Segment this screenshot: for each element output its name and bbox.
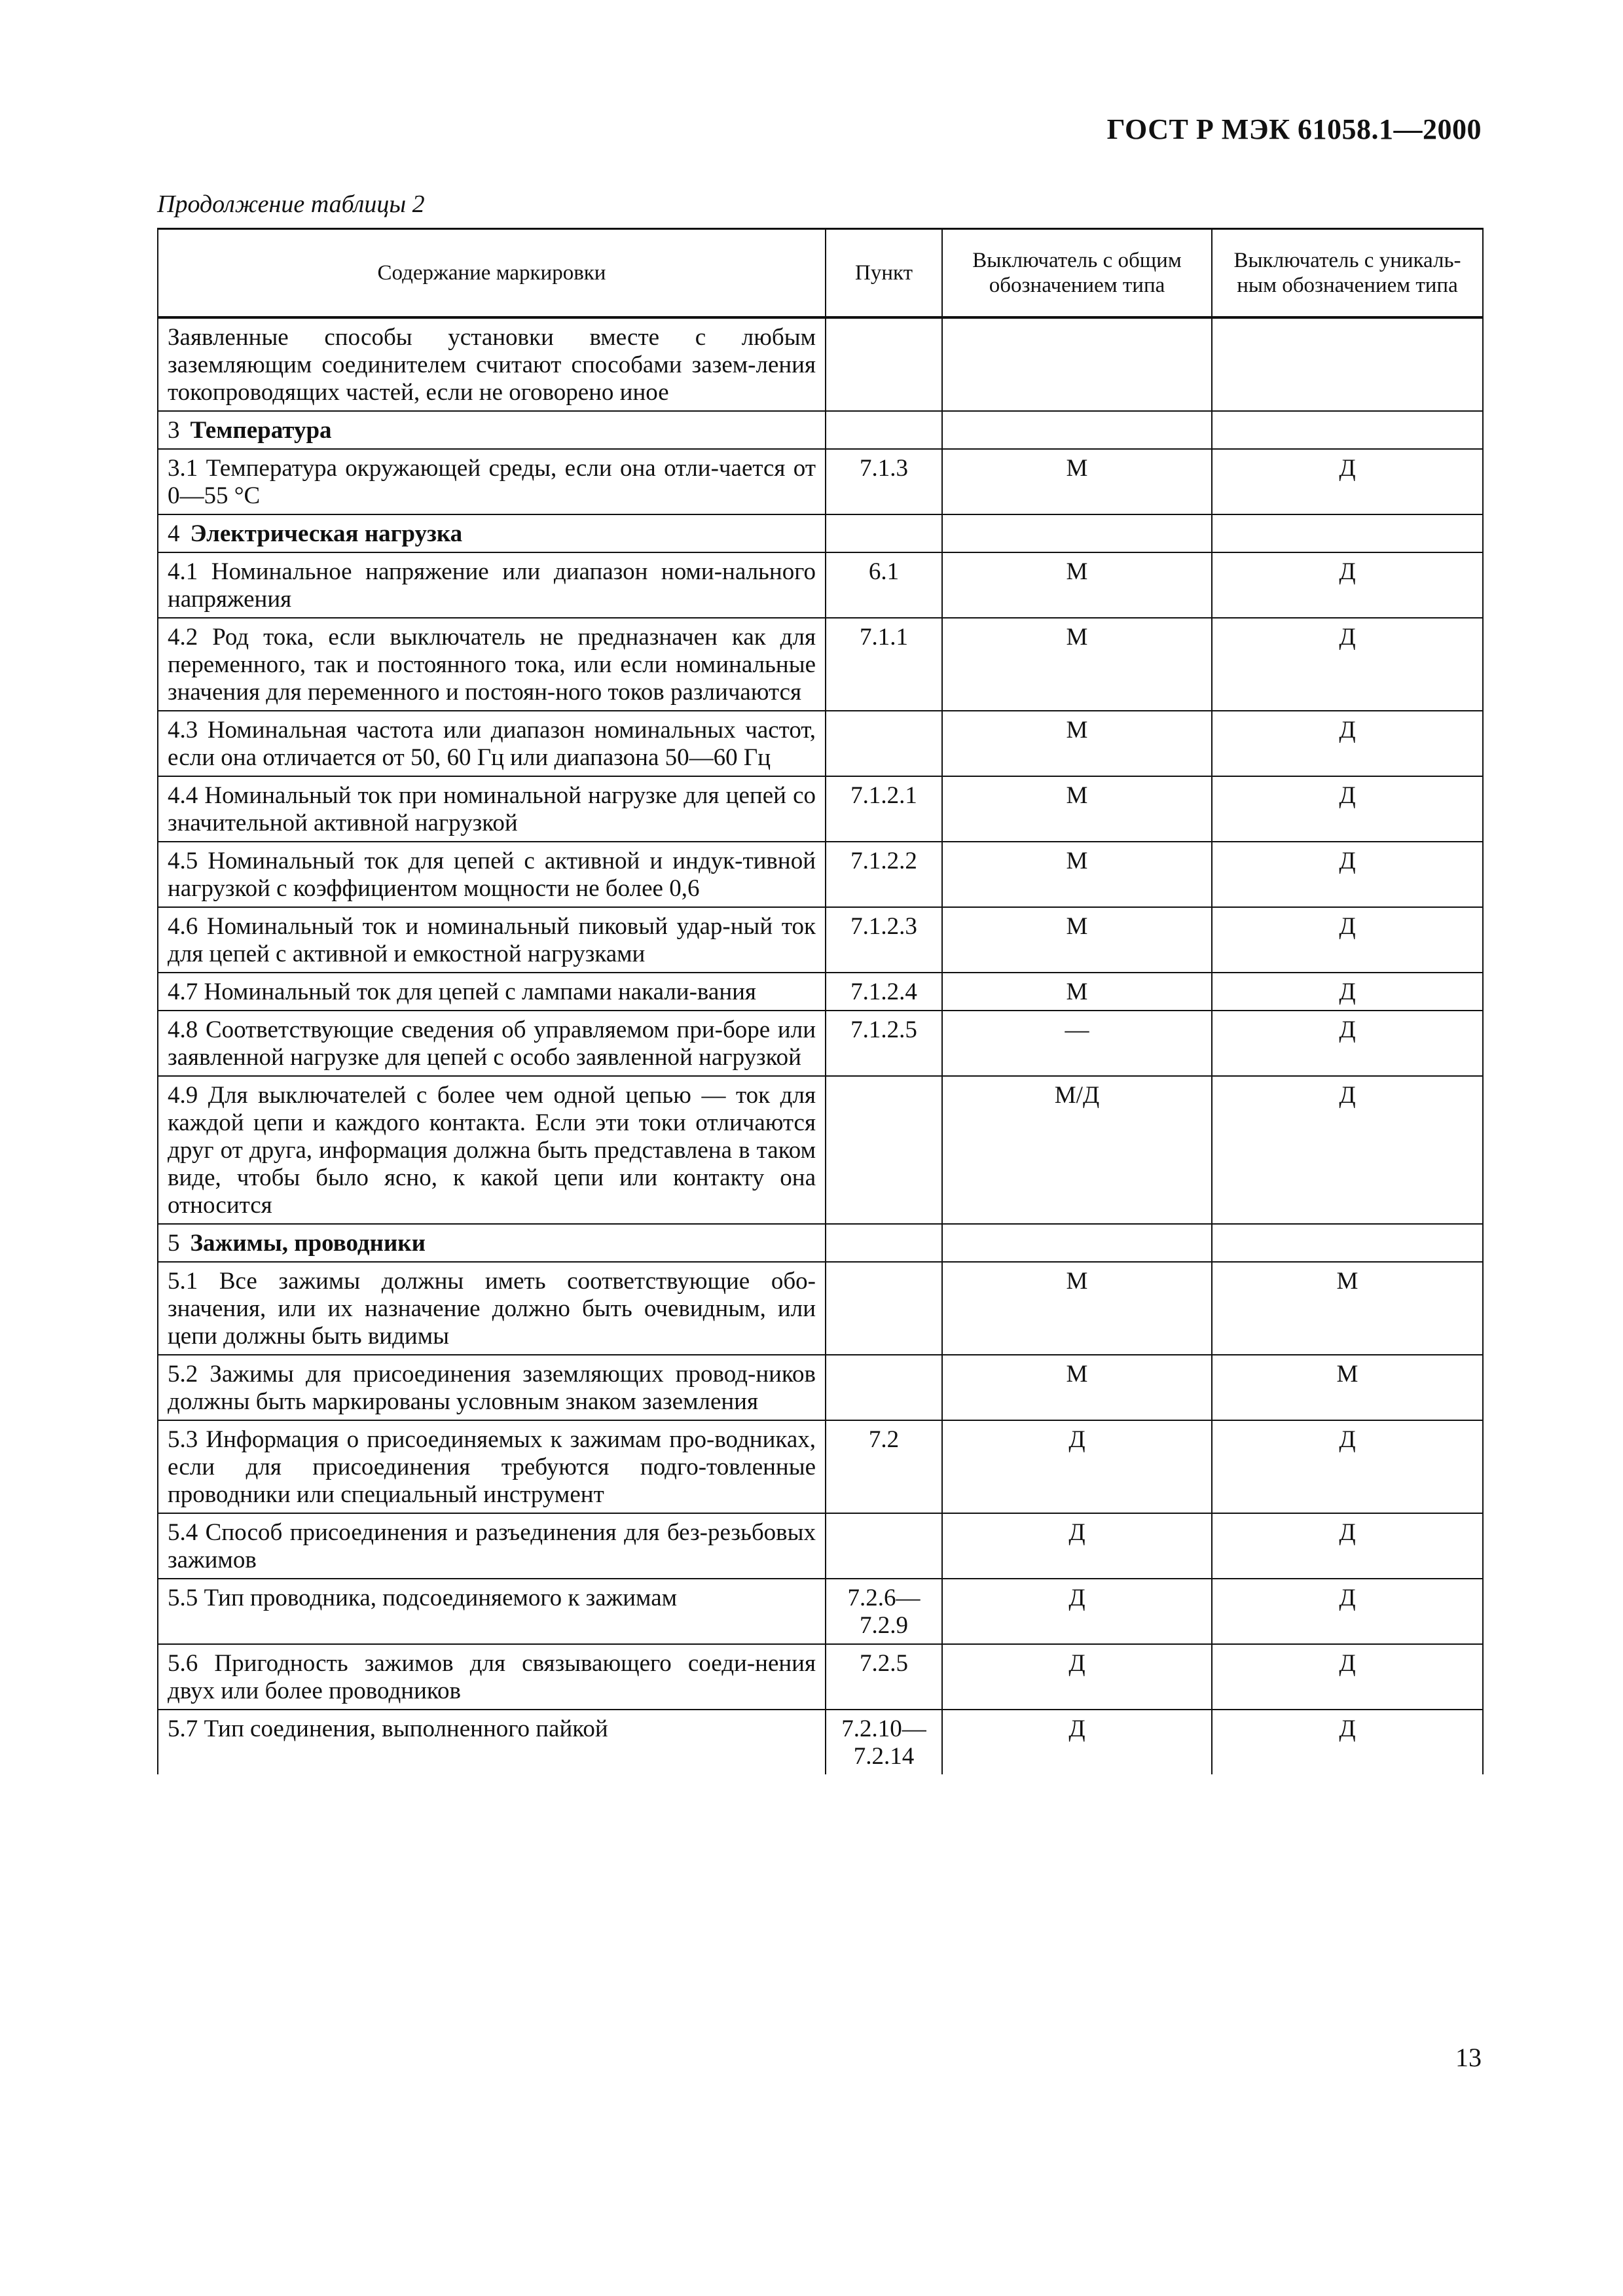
- marking-content-cell: 4.8 Соответствующие сведения об управляемом при-боре или заявленной нагрузке для цепей с особо заявленной нагрузкой: [158, 1011, 826, 1076]
- empty-cell: [942, 514, 1212, 552]
- table-caption: Продолжение таблицы 2: [157, 190, 425, 218]
- table-row: [158, 1710, 1483, 1774]
- section-heading: [158, 514, 826, 552]
- table-row: [158, 1076, 1483, 1224]
- marking-content-cell: 5.1 Все зажимы должны иметь соответствующие обо-значения, или их назначение должно быть очевидным, или цепи должны быть видимы: [158, 1262, 826, 1355]
- table-row: [158, 1644, 1483, 1710]
- section-row: [158, 1224, 1483, 1262]
- marking-content-cell: 4.6 Номинальный ток и номинальный пиковый удар-ный ток для цепей с активной и емкостной нагрузками: [158, 907, 826, 973]
- section-number: 5: [168, 1230, 180, 1257]
- marking-content-cell: 5.2 Зажимы для присоединения заземляющих провод-ников должны быть маркированы условным знаком заземления: [158, 1355, 826, 1420]
- clause-cell: 7.1.2.1: [826, 776, 942, 842]
- document-code: ГОСТ Р МЭК 61058.1—2000: [1106, 113, 1482, 145]
- marking-content-cell: 5.5 Тип проводника, подсоединяемого к зажимам: [158, 1579, 826, 1644]
- table-row: [158, 1011, 1483, 1076]
- clause-cell: 7.1.2.4: [826, 973, 942, 1011]
- common-type-cell: М: [942, 973, 1212, 1011]
- empty-cell: [1212, 1224, 1483, 1262]
- section-number: 3: [168, 417, 180, 444]
- unique-type-cell: Д: [1212, 449, 1483, 514]
- marking-content-cell: 4.4 Номинальный ток при номинальной нагрузке для цепей со значительной активной нагрузкой: [158, 776, 826, 842]
- clause-cell: 7.2.6— 7.2.9: [826, 1579, 942, 1644]
- clause-cell: [826, 1355, 942, 1420]
- unique-type-cell: М: [1212, 1355, 1483, 1420]
- marking-content-cell: 3.1 Температура окружающей среды, если она отли-чается от 0—55 °С: [158, 449, 826, 514]
- table-row: [158, 449, 1483, 514]
- table-row: [158, 1513, 1483, 1579]
- marking-table-container: [157, 228, 1482, 1774]
- table-row: [158, 618, 1483, 711]
- unique-type-cell: Д: [1212, 1644, 1483, 1710]
- table-row: [158, 973, 1483, 1011]
- marking-content-cell: 4.3 Номинальная частота или диапазон номинальных частот, если она отличается от 50, 60 Гц или диапазона 50—60 Гц: [158, 711, 826, 776]
- common-type-cell: М: [942, 1355, 1212, 1420]
- common-type-cell: М: [942, 552, 1212, 618]
- unique-type-cell: Д: [1212, 552, 1483, 618]
- section-title: Электрическая нагрузка: [190, 520, 463, 547]
- clause-cell: 7.1.2.2: [826, 842, 942, 907]
- table-row: [158, 1579, 1483, 1644]
- table-row: [158, 552, 1483, 618]
- clause-cell: 7.1.2.5: [826, 1011, 942, 1076]
- section-heading: [158, 1224, 826, 1262]
- unique-type-cell: Д: [1212, 907, 1483, 973]
- clause-cell: 7.2: [826, 1420, 942, 1513]
- empty-cell: [942, 411, 1212, 449]
- marking-content-cell: 5.6 Пригодность зажимов для связывающего соеди-нения двух или более проводников: [158, 1644, 826, 1710]
- marking-content-cell: 4.5 Номинальный ток для цепей с активной и индук-тивной нагрузкой с коэффициентом мощности не более 0,6: [158, 842, 826, 907]
- marking-content-cell: 5.7 Тип соединения, выполненного пайкой: [158, 1710, 826, 1774]
- common-type-cell: [942, 317, 1212, 411]
- unique-type-cell: Д: [1212, 842, 1483, 907]
- marking-content-cell: Заявленные способы установки вместе с любым заземляющим соединителем считают способами зазем-ления токопроводящих частей, если не оговорено иное: [158, 317, 826, 411]
- page-number: 13: [1455, 2043, 1482, 2072]
- empty-cell: [1212, 514, 1483, 552]
- clause-cell: [826, 1513, 942, 1579]
- section-title: Зажимы, проводники: [190, 1230, 426, 1257]
- empty-cell: [826, 411, 942, 449]
- unique-type-cell: Д: [1212, 1076, 1483, 1224]
- marking-content-cell: 4.7 Номинальный ток для цепей с лампами накали-вания: [158, 973, 826, 1011]
- common-type-cell: М: [942, 618, 1212, 711]
- section-heading: [158, 411, 826, 449]
- common-type-cell: Д: [942, 1420, 1212, 1513]
- clause-cell: 6.1: [826, 552, 942, 618]
- empty-cell: [826, 514, 942, 552]
- table-row: [158, 1420, 1483, 1513]
- common-type-cell: М: [942, 776, 1212, 842]
- unique-type-cell: Д: [1212, 1513, 1483, 1579]
- column-header-unique-type: Выключатель с уникаль-ным обозначением типа: [1212, 229, 1483, 318]
- marking-content-cell: 5.4 Способ присоединения и разъединения для без-резьбовых зажимов: [158, 1513, 826, 1579]
- table-row: [158, 842, 1483, 907]
- column-header-content: Содержание маркировки: [158, 229, 826, 318]
- empty-cell: [1212, 411, 1483, 449]
- marking-content-cell: 4.2 Род тока, если выключатель не предназначен как для переменного, так и постоянного тока, или если номинальные значения для переменного и постоян-ного токов различаются: [158, 618, 826, 711]
- common-type-cell: Д: [942, 1644, 1212, 1710]
- clause-cell: [826, 317, 942, 411]
- common-type-cell: М: [942, 1262, 1212, 1355]
- marking-content-cell: 4.1 Номинальное напряжение или диапазон номи-нального напряжения: [158, 552, 826, 618]
- clause-cell: 7.1.1: [826, 618, 942, 711]
- unique-type-cell: Д: [1212, 1420, 1483, 1513]
- unique-type-cell: Д: [1212, 1579, 1483, 1644]
- section-number: 4: [168, 520, 180, 547]
- unique-type-cell: Д: [1212, 973, 1483, 1011]
- clause-cell: [826, 1076, 942, 1224]
- clause-cell: 7.1.3: [826, 449, 942, 514]
- table-row: [158, 1355, 1483, 1420]
- clause-cell: 7.2.5: [826, 1644, 942, 1710]
- table-row: [158, 711, 1483, 776]
- common-type-cell: М: [942, 907, 1212, 973]
- section-row: [158, 411, 1483, 449]
- common-type-cell: —: [942, 1011, 1212, 1076]
- common-type-cell: М: [942, 711, 1212, 776]
- marking-table: [157, 228, 1484, 1774]
- marking-content-cell: 4.9 Для выключателей с более чем одной цепью — ток для каждой цепи и каждого контакта. Если эти токи отличаются друг от друга, информация должна быть представлена в таком виде, чтобы было ясно, к какой цепи или контакту она относится: [158, 1076, 826, 1224]
- common-type-cell: Д: [942, 1579, 1212, 1644]
- unique-type-cell: М: [1212, 1262, 1483, 1355]
- unique-type-cell: [1212, 317, 1483, 411]
- unique-type-cell: Д: [1212, 1710, 1483, 1774]
- clause-cell: [826, 711, 942, 776]
- common-type-cell: М: [942, 449, 1212, 514]
- table-row: [158, 907, 1483, 973]
- empty-cell: [826, 1224, 942, 1262]
- column-header-clause: Пункт: [826, 229, 942, 318]
- clause-cell: [826, 1262, 942, 1355]
- table-body: [158, 317, 1483, 1774]
- section-title: Температура: [190, 417, 332, 444]
- unique-type-cell: Д: [1212, 711, 1483, 776]
- common-type-cell: М/Д: [942, 1076, 1212, 1224]
- common-type-cell: Д: [942, 1710, 1212, 1774]
- table-row: [158, 317, 1483, 411]
- empty-cell: [942, 1224, 1212, 1262]
- marking-content-cell: 5.3 Информация о присоединяемых к зажимам про-водниках, если для присоединения требуются подго-товленные проводники или специальный инструмент: [158, 1420, 826, 1513]
- column-header-common-type: Выключатель с общим обозначением типа: [942, 229, 1212, 318]
- unique-type-cell: Д: [1212, 776, 1483, 842]
- unique-type-cell: Д: [1212, 618, 1483, 711]
- common-type-cell: М: [942, 842, 1212, 907]
- table-row: [158, 776, 1483, 842]
- section-row: [158, 514, 1483, 552]
- clause-cell: 7.2.10— 7.2.14: [826, 1710, 942, 1774]
- common-type-cell: Д: [942, 1513, 1212, 1579]
- clause-cell: 7.1.2.3: [826, 907, 942, 973]
- table-header-row: [158, 229, 1483, 318]
- table-row: [158, 1262, 1483, 1355]
- unique-type-cell: Д: [1212, 1011, 1483, 1076]
